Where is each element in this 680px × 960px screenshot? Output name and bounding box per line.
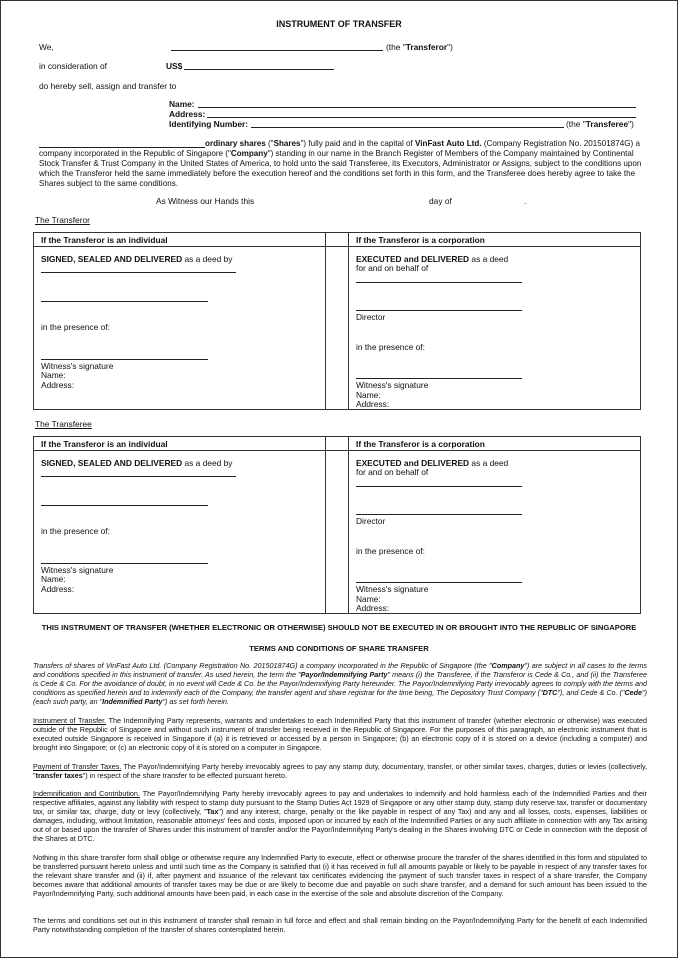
- transferee-address-label: Address:: [169, 109, 206, 119]
- transferor-director-signature-line[interactable]: [356, 310, 522, 311]
- transferor-witness-signature-label: Witness's signature: [41, 361, 114, 371]
- we-label: We,: [39, 42, 54, 52]
- transferor-signature-line[interactable]: [41, 301, 208, 302]
- transferor-corporation-header: If the Transferor is a corporation: [356, 235, 485, 245]
- terms-instrument-paragraph: Instrument of Transfer. The Indemnifying Party represents, warrants and undertakes to each Indemnified Party that this instrument of transfer (whether electronic or otherwise) was executed outside of the Republic of Singapore and without such instrument of transfer being received in the Republic of Singapore. For the purposes of this paragraph, an electronic instrument that is executed outside Singapore is received in Singapore if (a) it is retrieved or accessed by a person in Singapore; (b) an electronic copy of it is stored on a device (including a computer) and brought into Singapore; or (c) an electronic copy of it is stored on a computer in Singapore.: [33, 716, 647, 753]
- transferee-witness-signature-label: Witness's signature: [41, 565, 114, 575]
- transferor-witness-address-label: Address:: [41, 380, 75, 390]
- transferee-director-signature-line[interactable]: [356, 514, 522, 515]
- transferee-signature-line[interactable]: [41, 505, 208, 506]
- transferor-on-behalf-label: for and on behalf of: [356, 263, 429, 273]
- transferor-corp-witness-line[interactable]: [356, 378, 522, 379]
- transferee-name-line[interactable]: [198, 107, 636, 108]
- transferee-section-label: The Transferee: [35, 419, 92, 429]
- transferor-corp-presence-label: in the presence of:: [356, 342, 425, 352]
- transferor-suffix: (the "Transferor"): [386, 42, 453, 52]
- transferee-suffix: (the "Transferee"): [566, 119, 634, 129]
- transferee-name-label: Name:: [169, 99, 195, 109]
- transferee-corp-name-label: Name:: [356, 594, 381, 604]
- transferee-signed-text: SIGNED, SEALED AND DELIVERED as a deed by: [41, 458, 233, 468]
- day-of-text: day of: [429, 196, 452, 206]
- witness-hands-text: As Witness our Hands this: [156, 196, 255, 206]
- transferee-corp-witness-line[interactable]: [356, 582, 522, 583]
- identifying-number-line[interactable]: [251, 127, 564, 128]
- transferor-signed-text: SIGNED, SEALED AND DELIVERED as a deed by: [41, 254, 233, 264]
- currency-label: US$: [166, 61, 183, 71]
- transferee-corp-witness-label: Witness's signature: [356, 584, 429, 594]
- transferor-signed-name-line[interactable]: [41, 272, 236, 273]
- transferor-director-label: Director: [356, 312, 386, 322]
- terms-nothing-paragraph: Nothing in this share transfer form shall oblige or otherwise require any Indemnified Party to execute, effect or otherwise procure the transfer of the shares identified in this form and stipulated to be transferred pursuant hereto unless and until such time as the Company is satisfied that (i) it has received in full all amounts payable or likely to be payable in respect of any transfer taxes for the relevant share transfer and (ii) if, after payment and issuance of the relevant tax certificates evidencing the payment of such transfer taxes in respect of a share transfer, the Company becomes aware that additional amounts of transfer taxes may be due or are likely to become due and payable on such share transfer, and a demand for such amount has been issued to the Payor/Indemnifying Party, such additional amounts have been paid, in each case in the exercise of the sole and absolute discretion of the Company.: [33, 853, 647, 899]
- terms-indemnification-paragraph: Indemnification and Contribution. The Payor/Indemnifying Party hereby irrevocably agrees to pay and undertakes to indemnify and hold harmless each of the Indemnified Parties and their respective affiliates, against any liability with respect to stamp duty pursuant to the Stamp Duties Act 1929 of Singapore or any other stamp duty, stamp duty reserve tax, transfer or documentary tax, or similar tax, charge, duty or levy (collectively, "Tax") and any interest, charge, penalty or the like payable in respect of any Tax) and any and all losses, costs, expenses, liabilities or damages, including, without limitation, reasonable attorneys' fees and costs, imposed upon or incurred by each of the Indemnified Parties or any such affiliate in connection with any Tax arising out of or based upon the transfer of Shares under this instrument of transfer and/or the Payor/Indemnifying Party's dealing in the Shares involving DTC or Cede in connection with the deposit of the Shares at DTC.: [33, 789, 648, 844]
- sell-assign-text: do hereby sell, assign and transfer to: [39, 81, 177, 91]
- document-title: INSTRUMENT OF TRANSFER: [276, 19, 402, 29]
- transferee-individual-header: If the Transferor is an individual: [41, 439, 168, 449]
- transferee-corporation-header: If the Transferor is a corporation: [356, 439, 485, 449]
- transferee-signed-name-line[interactable]: [41, 476, 236, 477]
- transferor-section-label: The Transferor: [35, 215, 90, 225]
- transferee-corp-presence-label: in the presence of:: [356, 546, 425, 556]
- consideration-amount-line[interactable]: [184, 69, 334, 70]
- transferor-witness-signature-line[interactable]: [41, 359, 208, 360]
- transferee-witness-signature-line[interactable]: [41, 563, 208, 564]
- transferor-corp-witness-label: Witness's signature: [356, 380, 429, 390]
- transferor-corp-name-label: Name:: [356, 390, 381, 400]
- transferee-on-behalf-label: for and on behalf of: [356, 467, 429, 477]
- terms-binding-paragraph: The terms and conditions set out in this instrument of transfer shall remain in full force and effect and shall remain binding on the Payor/Indemnifying Party for the benefit of each Indemnified Party notwithstanding completion of the transfer of shares contemplated herein.: [33, 916, 647, 935]
- transferee-executed-text: EXECUTED and DELIVERED as a deed: [356, 458, 509, 468]
- transferor-witness-name-label: Name:: [41, 370, 66, 380]
- terms-payment-paragraph: Payment of Transfer Taxes. The Payor/Indemnifying Party hereby irrevocably agrees to pay any stamp duty, documentary, transfer, or other similar taxes, charges, duties or levies (collectively, "transfer taxes") in respect of the share transfer to be effected pursuant hereto.: [33, 762, 647, 781]
- period: .: [524, 196, 527, 206]
- transferor-corporation-name-line[interactable]: [356, 282, 522, 283]
- singapore-warning: THIS INSTRUMENT OF TRANSFER (WHETHER ELECTRONIC OR OTHERWISE) SHOULD NOT BE EXECUTED IN OR BROUGHT INTO THE REPUBLIC OF SINGAPORE: [41, 623, 637, 632]
- transferee-witness-name-label: Name:: [41, 574, 66, 584]
- transferee-witness-address-label: Address:: [41, 584, 75, 594]
- consideration-label: in consideration of: [39, 61, 107, 71]
- terms-intro-paragraph: Transfers of shares of VinFast Auto Ltd. (Company Registration No. 201501874G) a company incorporated in the Republic of Singapore (the "Company") are subject in all cases to the terms and conditions specified in this instrument of transfer. As used herein, the term the "Payor/Indemnifying Party" means (i) the Transferee, if the Transferor is Cede & Co., and (ii) the Transferee is Cede & Co. For the avoidance of doubt, in no event will Cede & Co. be the Payor/Indemnifying Party hereunder. The Payor/Indemnifying Party irrevocably agrees to comply with the terms and conditions as specified herein and to indemnify each of the Company, the transfer agent and share registrar for the time being, The Depository Trust Company ("DTC"), and Cede & Co. ("Cede") (each such party, an "Indemnified Party") as set forth herein.: [33, 661, 647, 707]
- transferee-corp-address-label: Address:: [356, 603, 390, 613]
- transferee-presence-label: in the presence of:: [41, 526, 110, 536]
- transferee-corporation-name-line[interactable]: [356, 486, 522, 487]
- shares-paragraph: ordinary shares ("Shares") fully paid and in the capital of VinFast Auto Ltd. (Company Registration No. 201501874G) a company incorporated in the Republic of Singapore ("Company") standing in our name in the Branch Register of Members of the Company maintained by Continental Stock Transfer & Trust Company in the United States of America, to hold unto the said Transferee, its Executors, Administrator or Assigns, subject to the conditions upon which the Transferor held the same immediately before the execution hereof and the conditions set forth in this form, and the Transferee does hereby agree to take the Shares subject to the same conditions.: [39, 139, 642, 188]
- transferor-name-line[interactable]: [171, 50, 383, 51]
- transferee-address-line[interactable]: [207, 117, 636, 118]
- identifying-number-label: Identifying Number:: [169, 119, 249, 129]
- transferor-executed-text: EXECUTED and DELIVERED as a deed: [356, 254, 509, 264]
- transferor-presence-label: in the presence of:: [41, 322, 110, 332]
- transferor-corp-address-label: Address:: [356, 399, 390, 409]
- transferor-individual-header: If the Transferor is an individual: [41, 235, 168, 245]
- transferee-director-label: Director: [356, 516, 386, 526]
- terms-title: TERMS AND CONDITIONS OF SHARE TRANSFER: [249, 644, 429, 653]
